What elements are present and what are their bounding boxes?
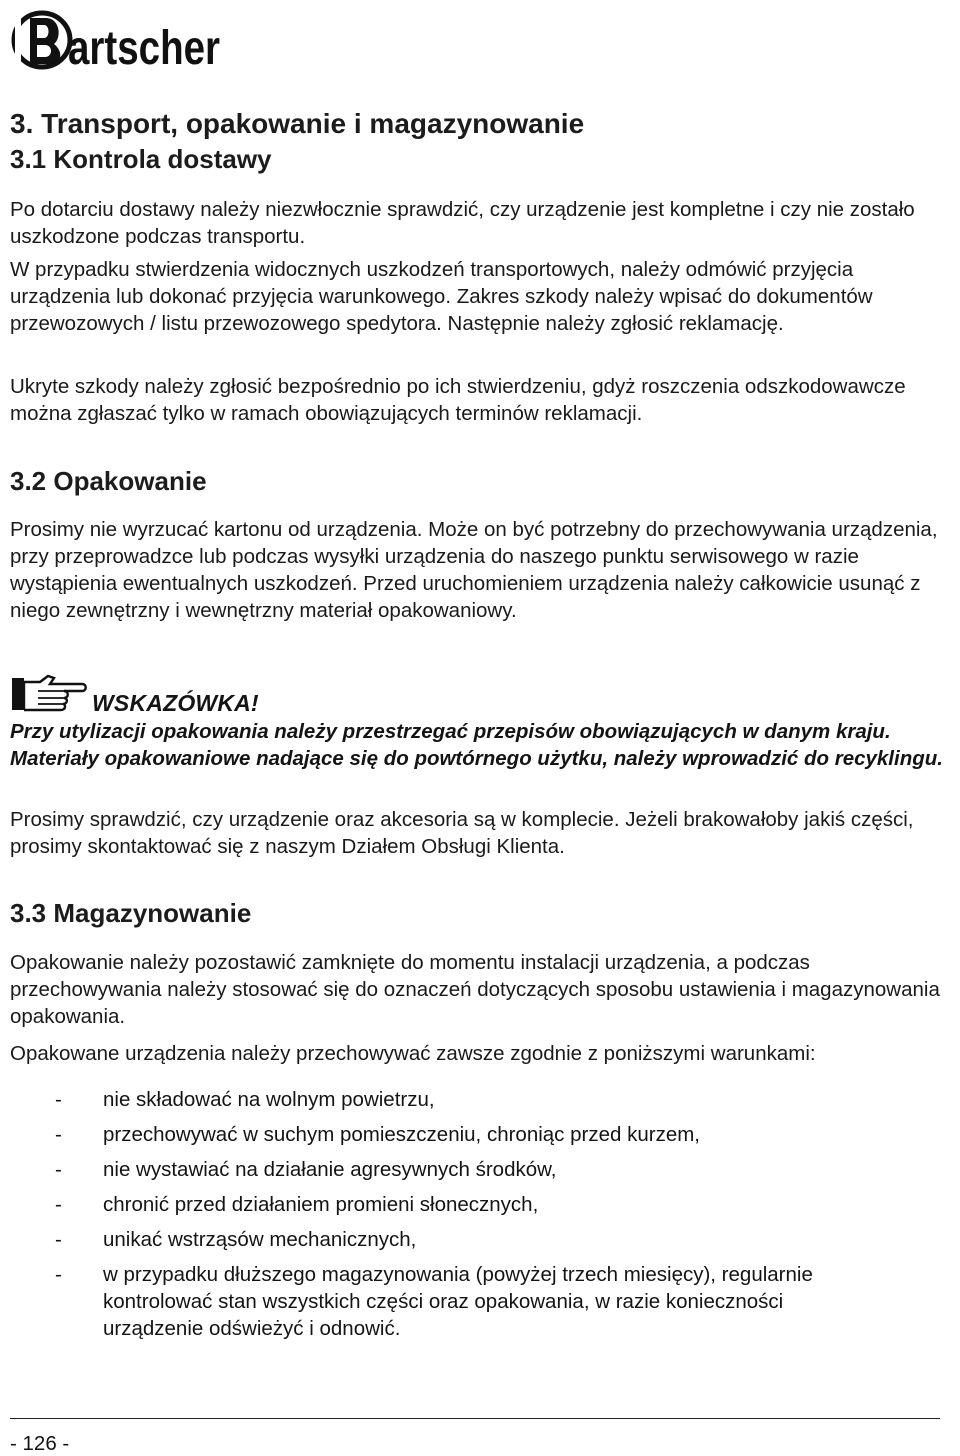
list-dash: - [55,1193,62,1216]
list-dash: - [55,1228,62,1251]
list-item [10,1156,940,1183]
paragraph-packaging: Prosimy nie wyrzucać kartonu od urządzenia. Może on być potrzebny do przechowywania urządzenia, przy przeprowadzce lub podczas wysyłki urządzenia do naszego punktu serwisowego w razie wystąpienia ewentualnych uszkodzeń. Przed uruchomieniem urządzenia należy całkowicie usunąć z niego zewnętrzny i wewnętrzny materiał opakowaniowy. [10,518,938,622]
list-item [10,1086,940,1113]
list-item-text: unikać wstrząsów mechanicznych, [103,1228,417,1251]
note-header [10,670,410,718]
list-dash: - [55,1158,62,1181]
list-item-text: nie wystawiać na działanie agresywnych środków, [103,1158,557,1181]
list-item-text: chronić przed działaniem promieni słonecznych, [103,1193,539,1216]
footer-divider [10,1418,940,1419]
svg-text:artscher: artscher [68,22,220,75]
paragraph-storage-conditions: Opakowane urządzenia należy przechowywać zawsze zgodnie z poniższymi warunkami: [10,1042,816,1065]
list-item [10,1121,940,1148]
list-item [10,1226,940,1253]
subsection-title-3-2: 3.2 Opakowanie [10,466,207,496]
pointing-hand-icon [10,672,88,721]
list-item-text: w przypadku dłuższego magazynowania (powyżej trzech miesięcy), regularnie kontrolować stan wszystkich części oraz opakowania, w razie konieczności urządzenie odświeżyć i odnowić. [103,1263,813,1340]
paragraph-storage: Opakowanie należy pozostawić zamknięte do momentu instalacji urządzenia, a podczas przechowywania należy stosować się do oznaczeń dotyczących sposobu ustawienia i magazynowania opakowania. [10,951,940,1028]
paragraph-completeness: Prosimy sprawdzić, czy urządzenie oraz akcesoria są w komplecie. Jeżeli brakowałoby jakiś części, prosimy skontaktować się z naszym Działem Obsługi Klienta. [10,808,914,858]
list-item [10,1261,940,1342]
list-dash: - [55,1088,62,1111]
section-title: 3. Transport, opakowanie i magazynowanie [10,108,585,139]
paragraph-visible-damage: W przypadku stwierdzenia widocznych uszkodzeń transportowych, należy odmówić przyjęcia urządzenia lub dokonać przyjęcia warunkowego. Zakres szkody należy wpisać do dokumentów przewozowych / listu przewozowego spedytora. Następnie należy zgłosić reklamację. [10,258,873,335]
list-item [10,1191,940,1218]
paragraph-hidden-damage: Ukryte szkody należy zgłosić bezpośrednio po ich stwierdzeniu, gdyż roszczenia odszkodowawcze można zgłaszać tylko w ramach obowiązujących terminów reklamacji. [10,375,906,425]
subsection-title-3-3: 3.3 Magazynowanie [10,898,252,928]
list-item-text: przechowywać w suchym pomieszczeniu, chroniąc przed kurzem, [103,1123,701,1146]
page-number: - 126 - [10,1432,70,1455]
paragraph-delivery-check: Po dotarciu dostawy należy niezwłocznie sprawdzić, czy urządzenie jest kompletne i czy nie zostało uszkodzone podczas transportu. [10,198,915,248]
list-dash: - [55,1123,62,1146]
note-title: WSKAZÓWKA! [92,690,259,716]
note-text: Przy utylizacji opakowania należy przestrzegać przepisów obowiązujących w danym kraju. Materiały opakowaniowe nadające się do powtórnego użytku, należy wprowadzić do recyklingu. [10,720,943,770]
storage-conditions-list [10,1086,940,1342]
bartscher-logo [10,4,225,75]
list-item-text: nie składować na wolnym powietrzu, [103,1088,435,1111]
list-dash: - [55,1263,62,1286]
subsection-title-3-1: 3.1 Kontrola dostawy [10,144,272,174]
